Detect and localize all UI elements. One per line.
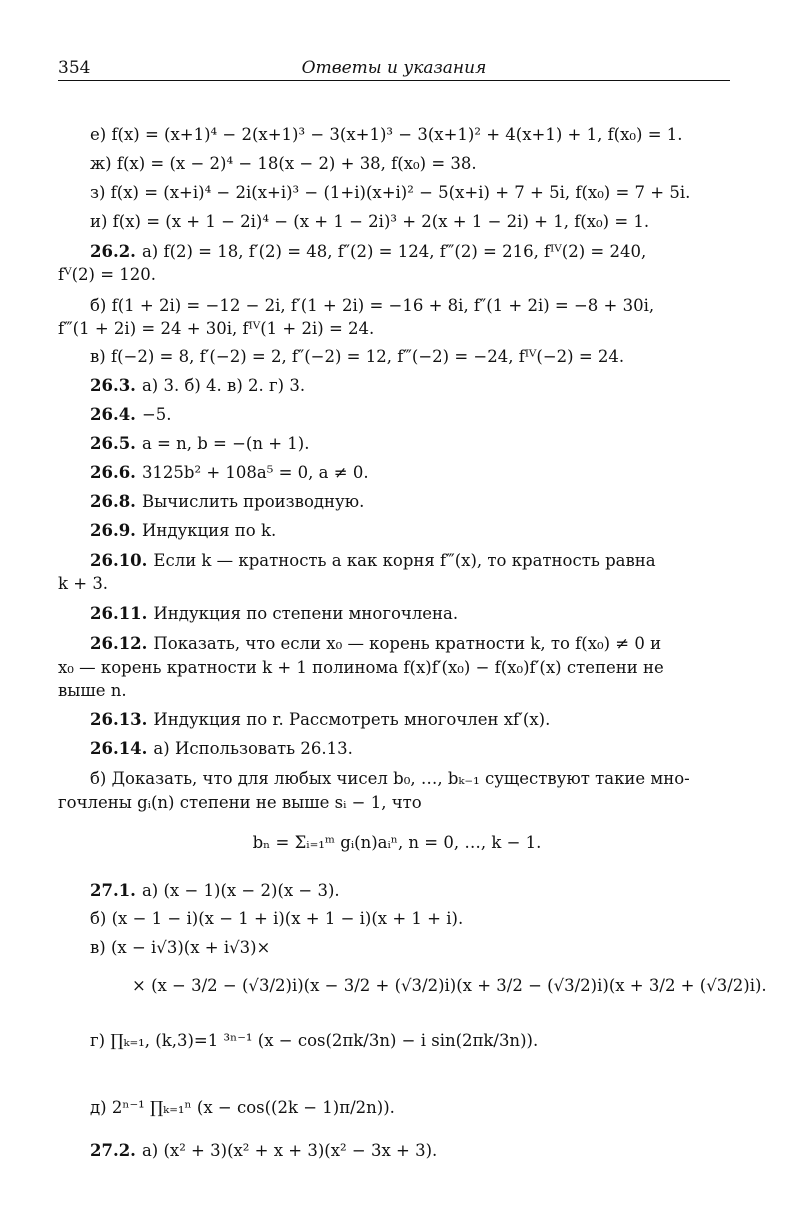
answer-27-1: 27.1. а) (x − 1)(x − 2)(x − 3).	[90, 881, 340, 900]
answer-26-11: 26.11. Индукция по степени многочлена.	[90, 604, 459, 623]
running-title: Ответы и указания	[301, 58, 487, 78]
answer-line: б) (x − 1 − i)(x − 1 + i)(x + 1 − i)(x + 1 + i).	[90, 909, 464, 928]
answer-number: 26.12.	[90, 634, 148, 653]
answer-line: е) f(x) = (x+1)⁴ − 2(x+1)³ − 3(x+1)³ − 3(x+1)² + 4(x+1) + 1, f(x₀) = 1.	[90, 125, 683, 144]
answer-27-2: 27.2. а) (x² + 3)(x² + x + 3)(x² − 3x + 3).	[90, 1141, 438, 1160]
answer-number: 26.9.	[90, 521, 136, 540]
answer-26-3: 26.3. а) 3. б) 4. в) 2. г) 3.	[90, 376, 306, 395]
answer-26-12: 26.12. Показать, что если x₀ — корень кратности k, то f(x₀) ≠ 0 и	[90, 634, 662, 653]
answer-line: з) f(x) = (x+i)⁴ − 2i(x+i)³ − (1+i)(x+i)² − 5(x+i) + 7 + 5i, f(x₀) = 7 + 5i.	[90, 183, 691, 202]
running-header	[58, 54, 730, 81]
display-formula: д) 2ⁿ⁻¹ ∏ₖ₌₁ⁿ (x − cos((2k − 1)π/2n)).	[90, 1098, 395, 1117]
answer-26-14: 26.14. а) Использовать 26.13.	[90, 739, 353, 758]
answer-line: гочлены gᵢ(n) степени не выше sᵢ − 1, что	[58, 793, 422, 812]
answer-26-8: 26.8. Вычислить производную.	[90, 492, 365, 511]
display-formula: bₙ = Σᵢ₌₁ᵐ gᵢ(n)aᵢⁿ, n = 0, …, k − 1.	[252, 833, 542, 852]
answer-26-5: 26.5. a = n, b = −(n + 1).	[90, 434, 310, 453]
page-number: 354	[58, 58, 91, 78]
answer-number: 26.8.	[90, 492, 136, 511]
answer-line: ж) f(x) = (x − 2)⁴ − 18(x − 2) + 38, f(x₀) = 38.	[90, 154, 477, 173]
answer-26-13: 26.13. Индукция по r. Рассмотреть многочлен xf′(x).	[90, 710, 551, 729]
answer-number: 27.1.	[90, 881, 136, 900]
answer-line: k + 3.	[58, 574, 109, 593]
answer-number: 26.5.	[90, 434, 136, 453]
answer-line: и) f(x) = (x + 1 − 2i)⁴ − (x + 1 − 2i)³ + 2(x + 1 − 2i) + 1, f(x₀) = 1.	[90, 212, 650, 231]
answer-number: 26.10.	[90, 551, 148, 570]
answer-line: выше n.	[58, 681, 127, 700]
answer-line: fⱽ(2) = 120.	[58, 265, 157, 284]
answer-number: 26.14.	[90, 739, 148, 758]
answer-26-4: 26.4. −5.	[90, 405, 172, 424]
answer-number: 26.6.	[90, 463, 136, 482]
answer-line: б) f(1 + 2i) = −12 − 2i, f′(1 + 2i) = −16 + 8i, f″(1 + 2i) = −8 + 30i,	[90, 296, 655, 315]
answer-26-9: 26.9. Индукция по k.	[90, 521, 277, 540]
answer-26-10: 26.10. Если k — кратность a как корня f‴(x), то кратность равна	[90, 551, 656, 570]
answer-line: f‴(1 + 2i) = 24 + 30i, fᴵⱽ(1 + 2i) = 24.	[58, 319, 375, 338]
answer-26-2: 26.2. а) f(2) = 18, f′(2) = 48, f″(2) = 124, f‴(2) = 216, fᴵⱽ(2) = 240,	[90, 242, 647, 261]
answer-number: 26.11.	[90, 604, 148, 623]
answer-number: 26.13.	[90, 710, 148, 729]
answer-line: в) f(−2) = 8, f′(−2) = 2, f″(−2) = 12, f‴(−2) = −24, fᴵⱽ(−2) = 24.	[90, 347, 625, 366]
display-formula: × (x − 3/2 − (√3/2)i)(x − 3/2 + (√3/2)i)(x + 3/2 − (√3/2)i)(x + 3/2 + (√3/2)i).	[132, 976, 767, 995]
answer-line: x₀ — корень кратности k + 1 полинома f(x)f′(x₀) − f(x₀)f′(x) степени не	[58, 658, 664, 677]
answer-number: 26.4.	[90, 405, 136, 424]
answer-26-6: 26.6. 3125b² + 108a⁵ = 0, a ≠ 0.	[90, 463, 369, 482]
answer-line: в) (x − i√3)(x + i√3)×	[90, 938, 271, 957]
answer-number: 27.2.	[90, 1141, 136, 1160]
answer-number: 26.3.	[90, 376, 136, 395]
answer-line: б) Доказать, что для любых чисел b₀, …, bₖ₋₁ существуют такие мно-	[90, 769, 690, 788]
answer-number: 26.2.	[90, 242, 136, 261]
display-formula: г) ∏ₖ₌₁, (k,3)=1 ³ⁿ⁻¹ (x − cos(2πk/3n) − i sin(2πk/3n)).	[90, 1031, 539, 1050]
